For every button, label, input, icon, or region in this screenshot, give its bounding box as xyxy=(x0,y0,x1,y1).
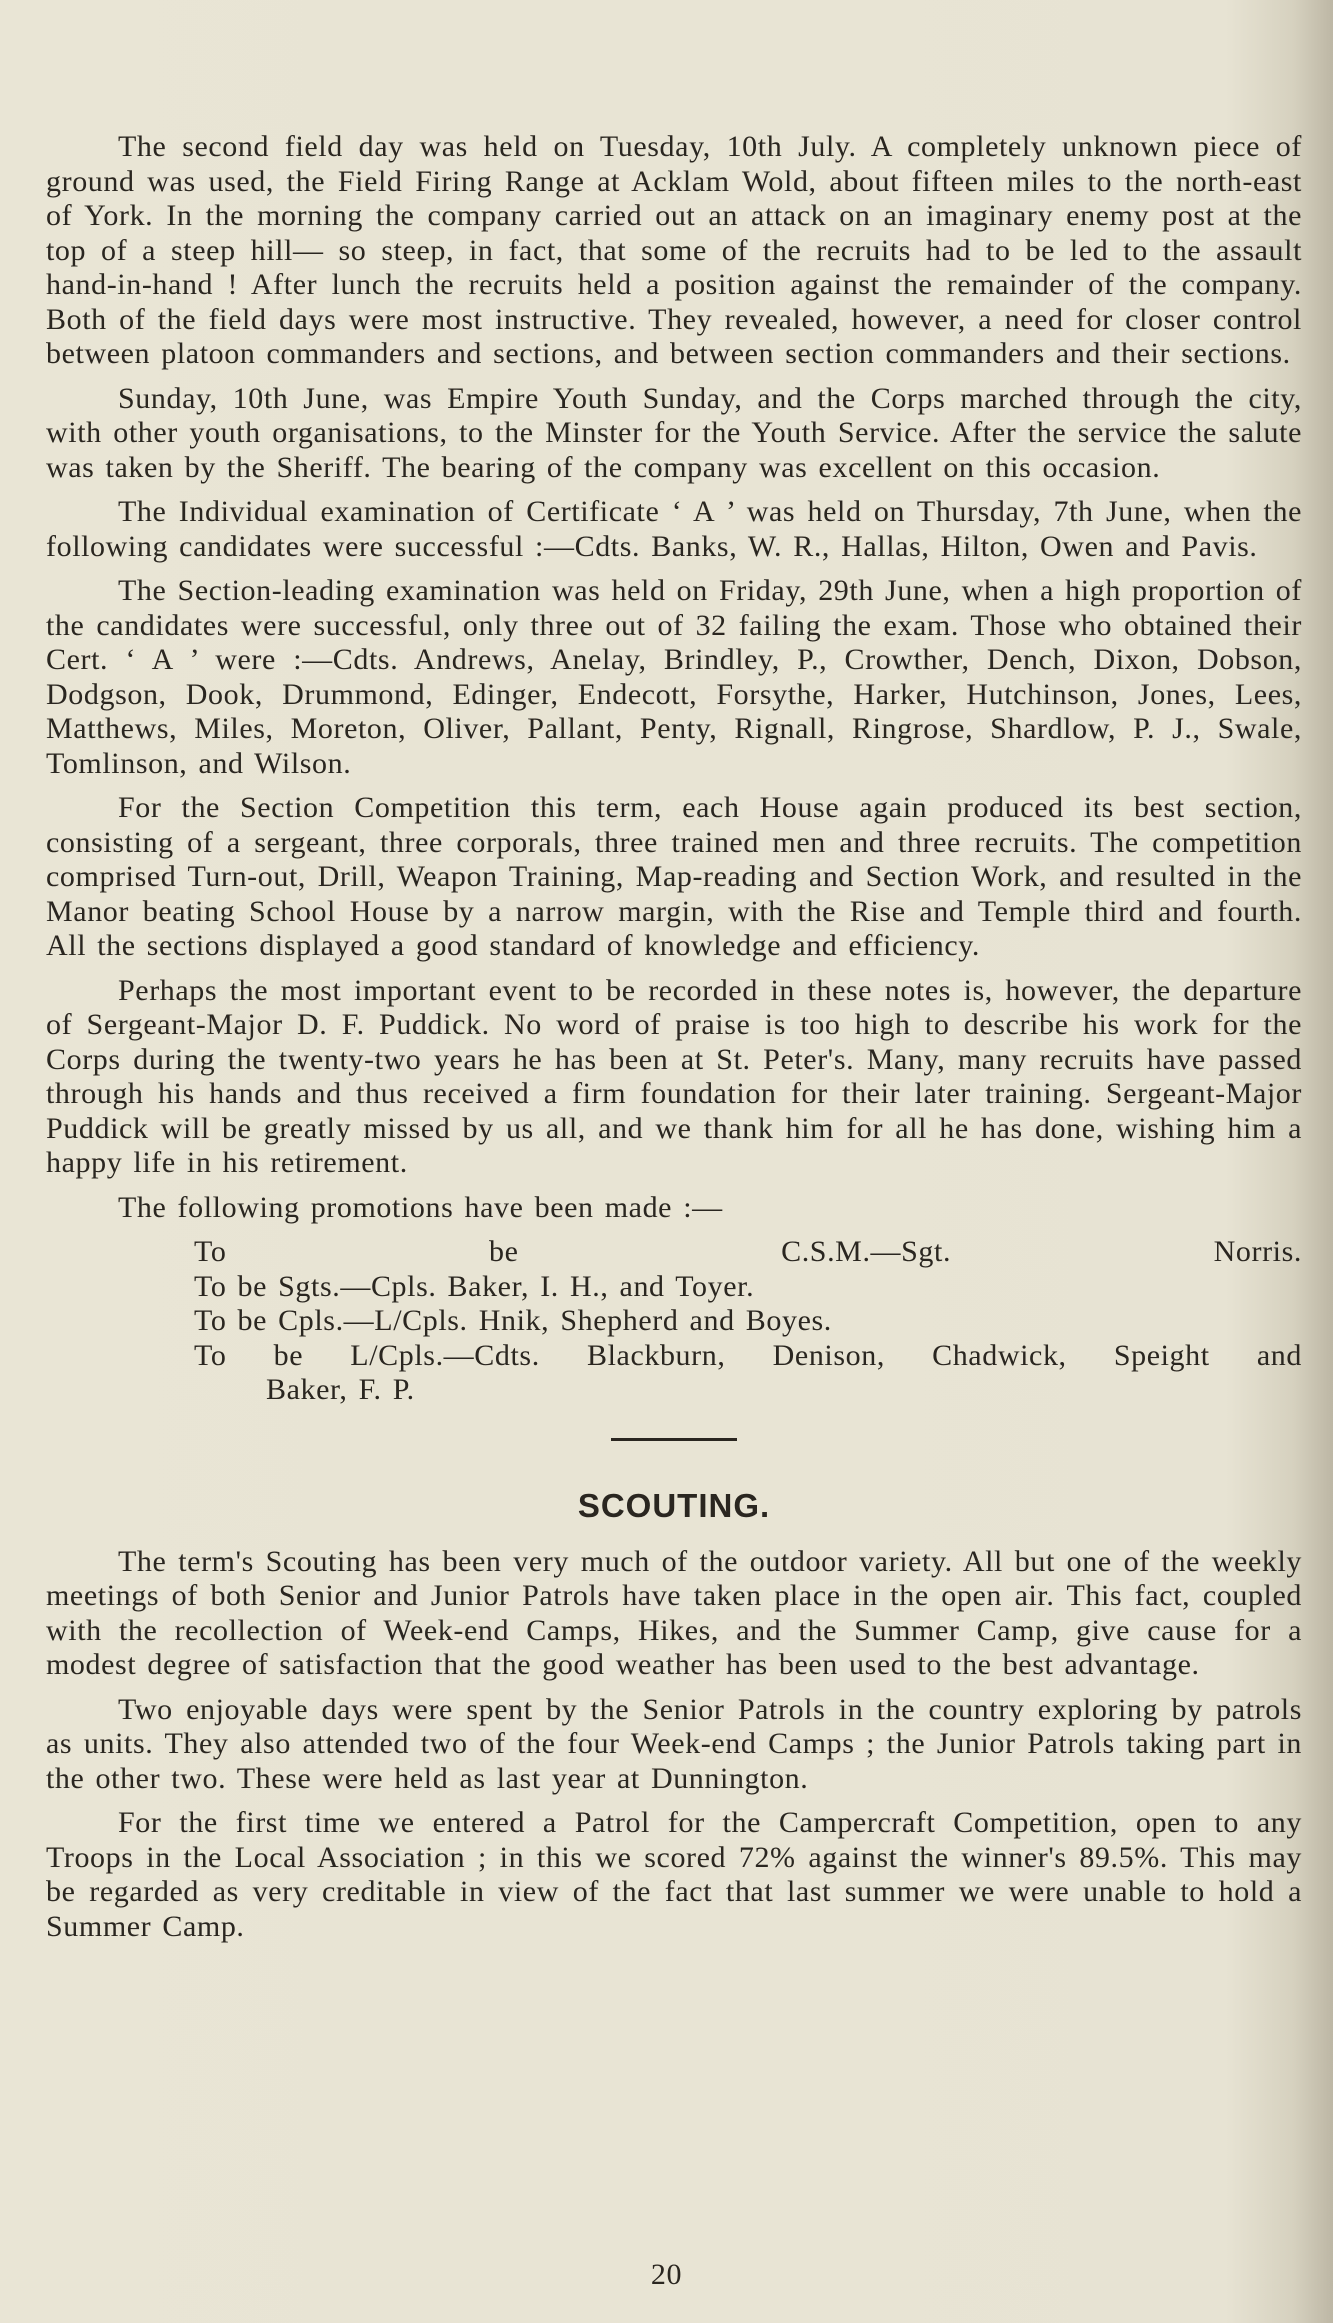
paragraph-scouting-patrols: Two enjoyable days were spent by the Senior Patrols in the country exploring by patrols as units. They also attended two of the four Week-end Camps ; the Junior Patrols taking part in the other two. These were held as last year at Dunnington. xyxy=(46,1692,1302,1795)
promotion-text: To be C.S.M.—Sgt. Norris. xyxy=(194,1235,1302,1268)
promotion-item xyxy=(194,1235,1302,1270)
page-body xyxy=(46,130,1302,1954)
page-number: 20 xyxy=(650,2258,683,2291)
paragraph-scouting-campercraft: For the first time we entered a Patrol for the Campercraft Competition, open to any Troops in the Local Association ; in this we scored 72% against the winner's 89.5%. This may be regarded as very creditable in view of the fact that last summer we were unable to hold a Summer Camp. xyxy=(46,1806,1302,1943)
paragraph-field-day: The second field day was held on Tuesday, 10th July. A completely unknown piece of ground was used, the Field Firing Range at Acklam Wold, about fifteen miles to the north-east of York. In the morning the company carried out an attack on an imaginary enemy post at the top of a steep hill— so steep, in fact, that some of the recruits had to be led to the assault hand-in-hand ! After lunch the recruits held a position against the remainder of the company. Both of the field days were most instructive. They revealed, however, a need for closer control between platoon commanders and sections, and between section commanders and their sections. xyxy=(46,130,1302,370)
paragraph-promotions-intro: The following promotions have been made :— xyxy=(118,1190,723,1224)
promotions-list xyxy=(46,1235,1302,1408)
paragraph-section-leading-exam: The Section-leading examination was held on Friday, 29th June, when a high proportion of the candidates were successful, only three out of 32 failing the exam. Those who obtained their Cert. ‘ A ’ were :—Cdts. Andrews, Anelay, Brindley, P., Crowther, Dench, Dixon, Dobson, Dodgson, Dook, Drummond, Edinger, Endecott, Forsythe, Harker, Hutchinson, Jones, Lees, Matthews, Miles, Moreton, Oliver, Pallant, Penty, Rignall, Ringrose, Shardlow, P. J., Swale, Tomlinson, and Wilson. xyxy=(46,574,1302,780)
paragraph-scouting-outdoor: The term's Scouting has been very much of the outdoor variety. All but one of the weekly meetings of both Senior and Junior Patrols have taken place in the open air. This fact, coupled with the recollection of Week-end Camps, Hikes, and the Summer Camp, give cause for a modest degree of satisfaction that the good weather has been used to the best advantage. xyxy=(46,1544,1302,1681)
promotion-item xyxy=(194,1304,1302,1339)
paragraph-empire-youth-sunday: Sunday, 10th June, was Empire Youth Sunday, and the Corps marched through the city, with other youth organisations, to the Minster for the Youth Service. After the service the salute was taken by the Sheriff. The bearing of the company was excellent on this occasion. xyxy=(46,381,1302,484)
promotion-text: To be L/Cpls.—Cdts. Blackburn, Denison, Chadwick, Speight and xyxy=(194,1338,1302,1372)
promotion-continuation: Baker, F. P. xyxy=(266,1373,415,1406)
promotion-text: To be Sgts.—Cpls. Baker, I. H., and Toyer. xyxy=(194,1269,755,1303)
promotion-item xyxy=(194,1270,1302,1305)
paragraph-section-competition: For the Section Competition this term, each House again produced its best section, consisting of a sergeant, three corporals, three trained men and three recruits. The competition comprised Turn-out, Drill, Weapon Training, Map-reading and Section Work, and resulted in the Manor beating School House by a narrow margin, with the Rise and Temple third and fourth. All the sections displayed a good standard of knowledge and efficiency. xyxy=(46,791,1302,962)
promotion-text: To be Cpls.—L/Cpls. Hnik, Shepherd and Boyes. xyxy=(194,1304,832,1337)
paragraph-certificate-a-individual: The Individual examination of Certificate ‘ A ’ was held on Thursday, 7th June, when the following candidates were successful :—Cdts. Banks, W. R., Hallas, Hilton, Owen and Pavis. xyxy=(46,495,1302,563)
paragraph-sergeant-major-departure: Perhaps the most important event to be recorded in these notes is, however, the departure of Sergeant-Major D. F. Puddick. No word of praise is too high to describe his work for the Corps during the twenty-two years he has been at St. Peter's. Many, many recruits have passed through his hands and thus received a firm foundation for their later training. Sergeant-Major Puddick will be greatly missed by us all, and we thank him for all he has done, wishing him a happy life in his retirement. xyxy=(46,973,1302,1179)
section-divider-rule xyxy=(611,1438,737,1441)
promotion-item xyxy=(194,1339,1302,1374)
scouting-heading: SCOUTING. xyxy=(577,1486,771,1524)
